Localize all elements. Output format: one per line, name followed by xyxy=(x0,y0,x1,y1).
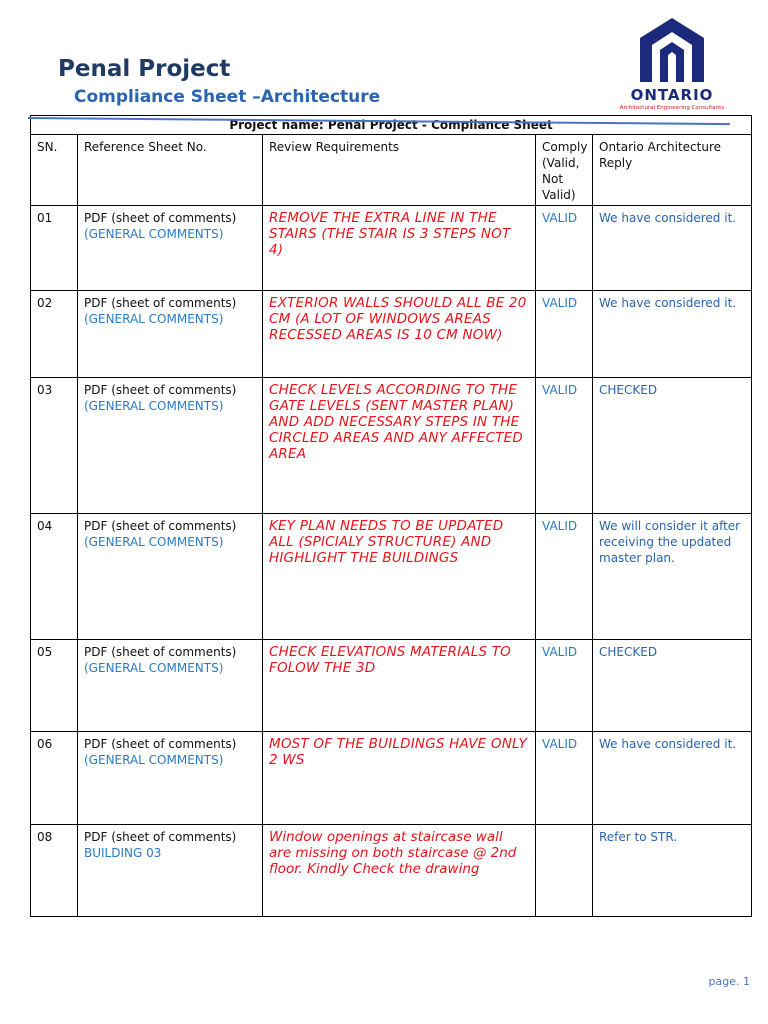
reference-sheet: PDF (sheet of comments) xyxy=(84,211,237,225)
reference-sheet: PDF (sheet of comments) xyxy=(84,645,237,659)
reference-sheet: PDF (sheet of comments) xyxy=(84,383,237,397)
row-reply: We have considered it. xyxy=(593,732,752,825)
row-sn: 01 xyxy=(31,206,78,291)
table-row xyxy=(31,732,752,825)
document-subtitle: Compliance Sheet –Architecture xyxy=(74,87,381,107)
table-row xyxy=(31,825,752,917)
document-title: Penal Project xyxy=(58,56,231,82)
row-requirement: CHECK LEVELS ACCORDING TO THE GATE LEVELS (SENT MASTER PLAN) AND ADD NECESSARY STEPS IN THE CIRCLED AREAS AND ANY AFFECTED AREA xyxy=(263,378,536,514)
row-reference xyxy=(78,291,263,378)
column-header-comply: Comply (Valid, Not Valid) xyxy=(536,135,593,206)
table-row xyxy=(31,291,752,378)
row-reply: Refer to STR. xyxy=(593,825,752,917)
table-row xyxy=(31,514,752,640)
row-comply-status: VALID xyxy=(536,732,593,825)
row-reference xyxy=(78,514,263,640)
row-reference xyxy=(78,640,263,732)
ontario-logo xyxy=(610,10,734,110)
row-sn: 05 xyxy=(31,640,78,732)
row-comply-status: VALID xyxy=(536,206,593,291)
table-row xyxy=(31,206,752,291)
row-requirement: EXTERIOR WALLS SHOULD ALL BE 20 CM (A LOT OF WINDOWS AREAS RECESSED AREAS IS 10 CM NOW) xyxy=(263,291,536,378)
reference-sheet: PDF (sheet of comments) xyxy=(84,296,237,310)
row-requirement: CHECK ELEVATIONS MATERIALS TO FOLOW THE 3D xyxy=(263,640,536,732)
row-comply-status: VALID xyxy=(536,291,593,378)
table-row xyxy=(31,378,752,514)
reference-sheet: PDF (sheet of comments) xyxy=(84,519,237,533)
row-sn: 02 xyxy=(31,291,78,378)
column-header-requirements: Review Requirements xyxy=(263,135,536,206)
logo-text: ONTARIO xyxy=(630,86,714,104)
compliance-table xyxy=(30,115,752,917)
row-comply-status: VALID xyxy=(536,514,593,640)
row-comply-status xyxy=(536,825,593,917)
row-sn: 06 xyxy=(31,732,78,825)
reference-category: BUILDING 03 xyxy=(84,846,162,860)
table-caption: Project name: Penal Project - Compliance Sheet xyxy=(31,116,752,135)
row-requirement: MOST OF THE BUILDINGS HAVE ONLY 2 WS xyxy=(263,732,536,825)
row-reply: CHECKED xyxy=(593,378,752,514)
reference-category: (GENERAL COMMENTS) xyxy=(84,312,224,326)
table-header-row xyxy=(31,135,752,206)
reference-category: (GENERAL COMMENTS) xyxy=(84,661,224,675)
row-requirement: KEY PLAN NEEDS TO BE UPDATED ALL (SPICIALY STRUCTURE) AND HIGHLIGHT THE BUILDINGS xyxy=(263,514,536,640)
row-comply-status: VALID xyxy=(536,378,593,514)
row-reference xyxy=(78,825,263,917)
row-reply: CHECKED xyxy=(593,640,752,732)
logo-mark-icon xyxy=(640,18,704,82)
column-header-reference: Reference Sheet No. xyxy=(78,135,263,206)
column-header-reply: Ontario Architecture Reply xyxy=(593,135,752,206)
row-reply: We have considered it. xyxy=(593,291,752,378)
row-requirement: Window openings at staircase wall are missing on both staircase @ 2nd floor. Kindly Check the drawing xyxy=(263,825,536,917)
logo-tagline: Architectural Engineering Consultants xyxy=(619,105,725,110)
reference-category: (GENERAL COMMENTS) xyxy=(84,227,224,241)
row-sn: 08 xyxy=(31,825,78,917)
row-reply: We have considered it. xyxy=(593,206,752,291)
row-comply-status: VALID xyxy=(536,640,593,732)
reference-category: (GENERAL COMMENTS) xyxy=(84,399,224,413)
reference-sheet: PDF (sheet of comments) xyxy=(84,737,237,751)
row-reference xyxy=(78,378,263,514)
row-reference xyxy=(78,206,263,291)
row-reply: We will consider it after receiving the updated master plan. xyxy=(593,514,752,640)
row-reference xyxy=(78,732,263,825)
column-header-sn: SN. xyxy=(31,135,78,206)
reference-category: (GENERAL COMMENTS) xyxy=(84,535,224,549)
row-sn: 03 xyxy=(31,378,78,514)
table-row xyxy=(31,640,752,732)
row-requirement: REMOVE THE EXTRA LINE IN THE STAIRS (THE STAIR IS 3 STEPS NOT 4) xyxy=(263,206,536,291)
reference-category: (GENERAL COMMENTS) xyxy=(84,753,224,767)
row-sn: 04 xyxy=(31,514,78,640)
reference-sheet: PDF (sheet of comments) xyxy=(84,830,237,844)
page-number: page. 1 xyxy=(708,975,750,988)
